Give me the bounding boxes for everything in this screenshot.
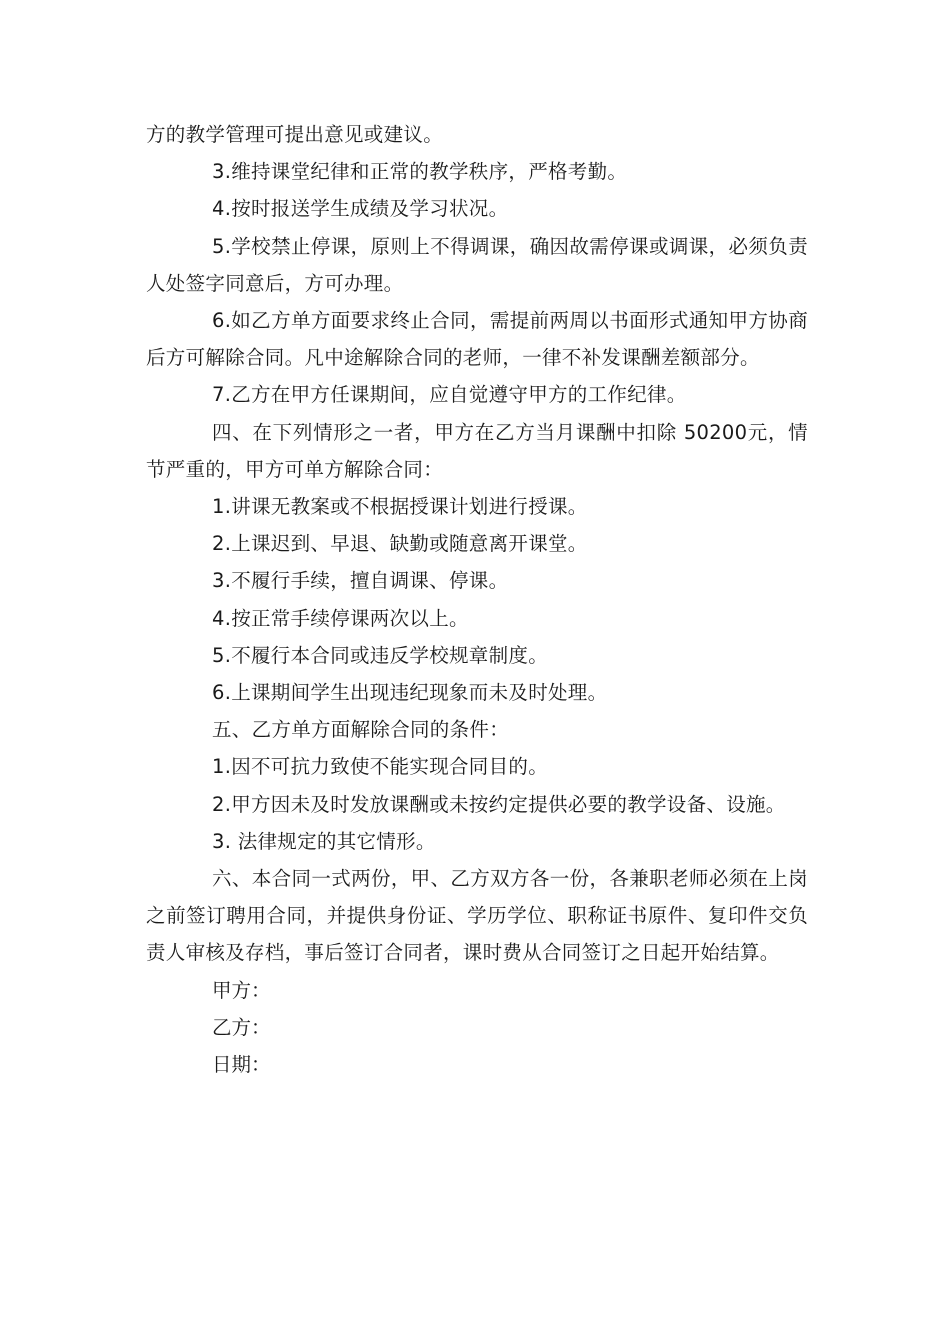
termination-item-1: 1.因不可抗力致使不能实现合同目的。 bbox=[212, 755, 549, 779]
penalty-item-2: 2.上课迟到、早退、缺勤或随意离开课堂。 bbox=[212, 532, 588, 556]
section-4-heading: 四、在下列情形之一者，甲方在乙方当月课酬中扣除 50200元，情节严重的，甲方可单方解除合同： bbox=[146, 420, 808, 481]
penalty-item-5: 5.不履行本合同或违反学校规章制度。 bbox=[212, 643, 549, 667]
termination-item-3: 3. 法律规定的其它情形。 bbox=[212, 829, 436, 853]
clause-7-work-discipline: 7.乙方在甲方任课期间，应自觉遵守甲方的工作纪律。 bbox=[212, 383, 687, 407]
signature-party-b: 乙方： bbox=[212, 1015, 271, 1039]
clause-3-maintain-discipline: 3.维持课堂纪律和正常的教学秩序，严格考勤。 bbox=[212, 160, 628, 184]
signature-date: 日期： bbox=[212, 1053, 271, 1077]
contract-body bbox=[146, 116, 808, 1083]
penalty-item-4: 4.按正常手续停课两次以上。 bbox=[212, 606, 469, 630]
section-5-heading: 五、乙方单方面解除合同的条件： bbox=[212, 718, 510, 742]
termination-item-2: 2.甲方因未及时发放课酬或未按约定提供必要的教学设备、设施。 bbox=[212, 792, 786, 816]
penalty-item-6: 6.上课期间学生出现违纪现象而未及时处理。 bbox=[212, 681, 608, 705]
clause-4-report-grades: 4.按时报送学生成绩及学习状况。 bbox=[212, 197, 509, 221]
paragraph-continuation: 方的教学管理可提出意见或建议。 bbox=[146, 123, 444, 146]
signature-party-a: 甲方： bbox=[212, 978, 271, 1002]
penalty-item-3: 3.不履行手续，擅自调课、停课。 bbox=[212, 569, 509, 593]
penalty-item-1: 1.讲课无教案或不根据授课计划进行授课。 bbox=[212, 495, 588, 519]
clause-5-no-class-suspension: 5.学校禁止停课，原则上不得调课，确因故需停课或调课，必须负责人处签字同意后，方可办理。 bbox=[146, 234, 808, 295]
section-6-paragraph: 六、本合同一式两份，甲、乙方双方各一份，各兼职老师必须在上岗之前签订聘用合同，并提供身份证、学历学位、职称证书原件、复印件交负责人审核及存档，事后签订合同者，课时费从合同签订之日起开始结算。 bbox=[146, 867, 808, 965]
clause-6-termination-notice: 6.如乙方单方面要求终止合同，需提前两周以书面形式通知甲方协商后方可解除合同。凡中途解除合同的老师，一律不补发课酬差额部分。 bbox=[146, 309, 808, 370]
